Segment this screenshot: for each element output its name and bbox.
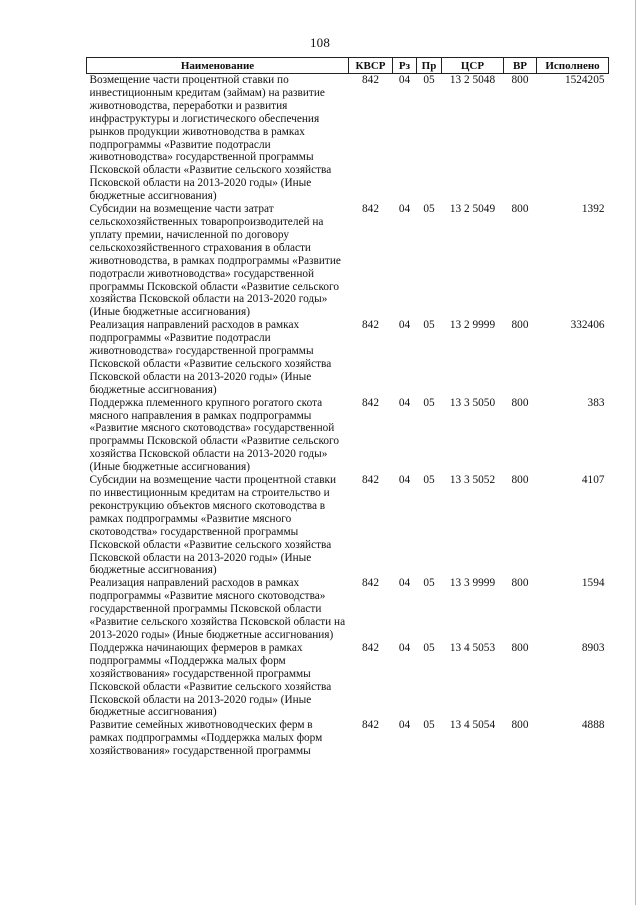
- row-kvsr: 842: [362, 319, 379, 332]
- row-csr: 13 2 5049: [449, 203, 496, 216]
- row-amount: 1392: [581, 203, 605, 216]
- row-amount: 1594: [581, 577, 605, 590]
- row-rz: 04: [398, 719, 411, 732]
- row-vr: 800: [511, 203, 529, 216]
- table-row: [87, 719, 609, 758]
- row-csr: 13 3 5052: [449, 474, 496, 487]
- row-name: Поддержка начинающих фермеров в рамках подпрограммы «Поддержка малых форм хозяйствования» государственной программы Псковской области «Развитие сельского хозяйства Псковской области на 2013-2020 годы» (Иные бюджетные ассигнования): [89, 641, 332, 719]
- table-row: [87, 577, 609, 642]
- row-rz: 04: [398, 396, 411, 409]
- header-csr: ЦСР: [442, 58, 504, 74]
- row-pr: 05: [423, 74, 435, 86]
- row-pr: 05: [423, 396, 435, 409]
- row-name: Развитие семейных животноводческих ферм в рамках подпрограммы «Поддержка малых форм хозяйствования» государственной программы: [89, 719, 323, 758]
- row-name: Реализация направлений расходов в рамках подпрограммы «Развитие подотрасли животноводства» государственной программы Псковской области «Развитие сельского хозяйства Псковской области на 2013-2020 годы» (Иные бюджетные ассигнования): [89, 319, 332, 396]
- row-amount: 383: [587, 396, 605, 409]
- table-row: [87, 203, 609, 319]
- row-vr: 800: [511, 319, 529, 332]
- budget-expenditure-table: [86, 57, 609, 758]
- row-csr: 13 2 9999: [449, 319, 496, 332]
- row-vr: 800: [511, 719, 529, 732]
- row-amount: 4888: [581, 719, 605, 732]
- row-name: Субсидии на возмещение части затрат сельскохозяйственных товаропроизводителей на уплату премии, начисленной по договору сельскохозяйственного страхования в области животноводства, в рамках подпрограммы «Развитие подотрасли животноводства» государственной программы Псковской области «Развитие сельского хозяйства Псковской области на 2013-2020 годы» (Иные бюджетные ассигнования): [89, 203, 341, 319]
- row-csr: 13 3 5050: [449, 396, 496, 409]
- table-row: [87, 397, 609, 474]
- row-vr: 800: [511, 641, 529, 654]
- header-name: Наименование: [87, 58, 349, 74]
- row-vr: 800: [511, 577, 529, 590]
- header-kvsr: КВСР: [349, 58, 393, 74]
- row-csr: 13 4 5053: [449, 641, 496, 654]
- table-row: [87, 474, 609, 577]
- row-kvsr: 842: [362, 203, 379, 216]
- row-rz: 04: [398, 474, 411, 487]
- row-vr: 800: [511, 396, 529, 409]
- row-name: Возмещение части процентной ставки по инвестиционным кредитам (займам) на развитие животноводства, переработки и развития инфраструктуры и логистического обеспечения рынков продукции животноводства в рамках подпрограммы «Развитие подотрасли животноводства» государственной программы Псковской области «Развитие сельского хозяйства Псковской области на 2013-2020 годы» (Иные бюджетные ассигнования): [89, 74, 332, 203]
- row-name: Поддержка племенного крупного рогатого скота мясного направления в рамках подпрограммы «Развитие мясного скотоводства» государственной программы Псковской области «Развитие сельского хозяйства Псковской области на 2013-2020 годы» (Иные бюджетные ассигнования): [89, 396, 340, 474]
- row-rz: 04: [398, 203, 411, 216]
- row-kvsr: 842: [362, 474, 379, 487]
- row-kvsr: 842: [362, 719, 379, 732]
- row-amount: 332406: [570, 319, 605, 332]
- row-pr: 05: [423, 719, 435, 732]
- row-amount: 8903: [581, 641, 605, 654]
- row-csr: 13 4 5054: [449, 719, 496, 732]
- row-pr: 05: [423, 577, 435, 590]
- table-row: [87, 74, 609, 204]
- table-header-row: [87, 58, 609, 74]
- row-rz: 04: [398, 74, 411, 86]
- row-pr: 05: [423, 474, 435, 487]
- row-csr: 13 2 5048: [449, 74, 496, 86]
- row-rz: 04: [398, 319, 411, 332]
- header-pr: Пр: [417, 58, 442, 74]
- header-amount: Исполнено: [537, 58, 609, 74]
- row-amount: 4107: [581, 474, 605, 487]
- row-kvsr: 842: [362, 577, 379, 590]
- row-kvsr: 842: [362, 74, 379, 86]
- row-name: Реализация направлений расходов в рамках подпрограммы «Развитие мясного скотоводства» государственной программы Псковской области «Развитие сельского хозяйства Псковской области на 2013-2020 годы» (Иные бюджетные ассигнования): [89, 577, 346, 641]
- row-vr: 800: [511, 474, 529, 487]
- row-kvsr: 842: [362, 396, 379, 409]
- row-rz: 04: [398, 577, 411, 590]
- table-row: [87, 642, 609, 719]
- row-name: Субсидии на возмещение части процентной ставки по инвестиционным кредитам на строительство и реконструкцию объектов мясного скотоводства в рамках подпрограммы «Развитие мясного скотоводства» государственной программы Псковской области «Развитие сельского хозяйства Псковской области на 2013-2020 годы» (Иные бюджетные ассигнования): [89, 474, 337, 577]
- row-pr: 05: [423, 641, 435, 654]
- row-pr: 05: [423, 319, 435, 332]
- header-vr: ВР: [504, 58, 537, 74]
- row-csr: 13 3 9999: [449, 577, 496, 590]
- row-amount: 1524205: [564, 74, 605, 86]
- scan-edge-line: [635, 0, 636, 905]
- row-rz: 04: [398, 641, 411, 654]
- row-kvsr: 842: [362, 641, 379, 654]
- header-rz: Рз: [393, 58, 417, 74]
- row-vr: 800: [511, 74, 529, 86]
- row-pr: 05: [423, 203, 435, 216]
- page-number: 108: [309, 35, 331, 50]
- table-row: [87, 319, 609, 396]
